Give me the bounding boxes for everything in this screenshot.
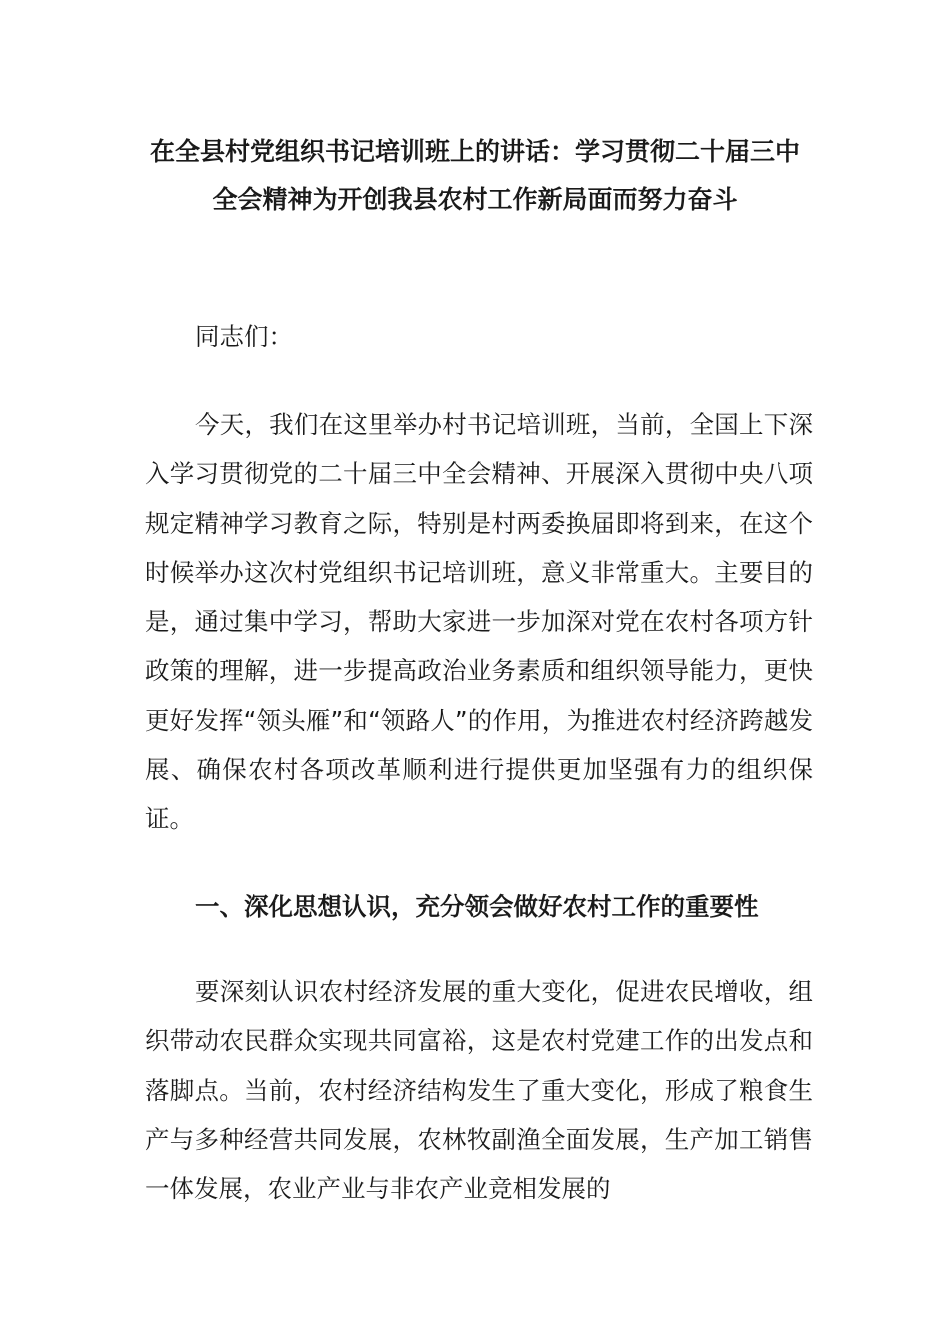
document-title: 在全县村党组织书记培训班上的讲话：学习贯彻二十届三中全会精神为开创我县农村工作新局面而努力奋斗 bbox=[149, 137, 800, 214]
section-heading: 一、深化思想认识，充分领会做好农村工作的重要性 bbox=[195, 892, 759, 921]
salutation: 同志们： bbox=[195, 322, 293, 351]
paragraph-intro: 今天，我们在这里举办村书记培训班，当前，全国上下深入学习贯彻党的二十届三中全会精神、开展深入贯彻中央八项规定精神学习教育之际，特别是村两委换届即将到来，在这个时候举办这次村党组织书记培训班，意义非常重大。主要目的是，通过集中学习，帮助大家进一步加深对党在农村各项方针政策的理解，进一步提高政治业务素质和组织领导能力，更快更好发挥“领头雁”和“领路人”的作用，为推进农村经济跨越发展、确保农村各项改革顺利进行提供更加坚强有力的组织保证。 bbox=[145, 410, 813, 834]
paragraph-section-1: 要深刻认识农村经济发展的重大变化，促进农民增收，组织带动农民群众实现共同富裕，这是农村党建工作的出发点和落脚点。当前，农村经济结构发生了重大变化，形成了粮食生产与多种经营共同发展，农林牧副渔全面发展，生产加工销售一体发展，农业产业与非农产业竞相发展的 bbox=[145, 977, 813, 1204]
